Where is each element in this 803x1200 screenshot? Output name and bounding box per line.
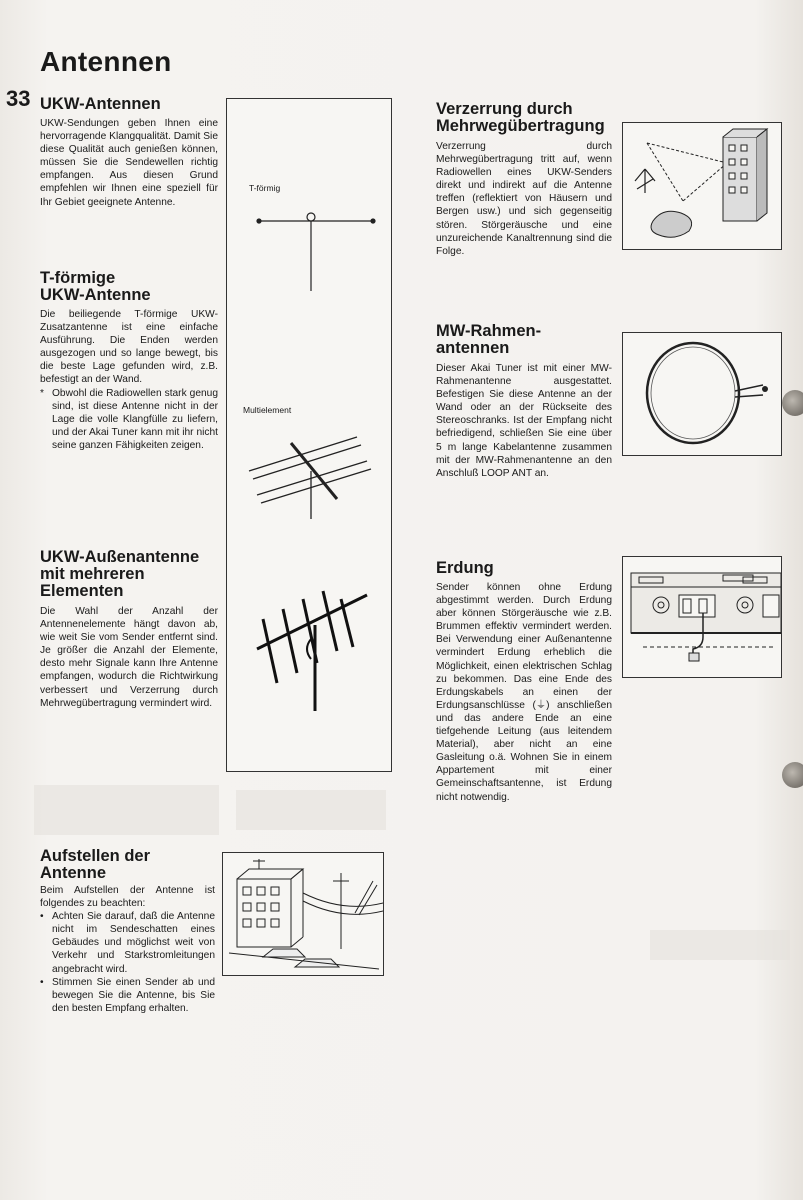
mw-text: Dieser Akai Tuner ist mit einer MW-Rahmenantenne ausgestattet. Befestigen Sie diese Antenne an der Wand oder an der Rückseite des Stereoschranks. Ist der Empfang nicht befriedigend, schließen Sie eine über 5 m lange Kabelantenne zusammen mit der MW-Rahmenantenne an den Anschluß LOOP ANT an. xyxy=(436,363,612,479)
heading-mw-rahmen xyxy=(436,323,541,357)
receiver-icon xyxy=(651,211,692,237)
page-number: 33 xyxy=(6,86,31,111)
page-title: Antennen xyxy=(40,46,172,77)
antenna-illustrations xyxy=(227,99,393,773)
building-antenna-illustration xyxy=(223,853,383,975)
aufstellen-bullet-2: • Stimmen Sie einen Sender ab und bewegen Sie die Antenne, bis Sie den besten Empfang erhalten. xyxy=(40,976,215,1015)
erdung-paragraph xyxy=(436,581,612,804)
heading-line: Verzerrung durch xyxy=(436,100,573,118)
heading-aufstellen xyxy=(40,848,150,882)
multipath-illustration xyxy=(623,123,781,249)
heading-line: T-förmige xyxy=(40,269,116,287)
t-form-label: T-förmig xyxy=(249,183,281,193)
ground-terminal-figure xyxy=(622,556,782,678)
binder-hole xyxy=(782,762,803,788)
show-through xyxy=(236,790,386,830)
heading-line: UKW-Antenne xyxy=(40,286,151,304)
heading-t-foermige xyxy=(40,270,151,304)
ukw-paragraph xyxy=(40,117,218,209)
heading-aussenantenne xyxy=(40,549,199,600)
mw-paragraph xyxy=(436,362,612,480)
show-through xyxy=(34,785,219,835)
aufstellen-figure xyxy=(222,852,384,976)
heading-erdung: Erdung xyxy=(436,559,494,577)
heading-line: MW-Rahmen- xyxy=(436,322,542,340)
building-icon xyxy=(723,129,767,221)
tform-text: Die beiliegende T-förmige UKW-Zusatzantenne ist eine einfache Ausführung. Die Enden werden ausgezogen und so lange bewegt, bis die beste Lage gefunden wird, z.B. befestigt an der Wand. xyxy=(40,309,218,386)
heading-line: Antenne xyxy=(40,864,106,882)
heading-line: Aufstellen der xyxy=(40,847,151,865)
tform-paragraph xyxy=(40,308,218,452)
erdung-text: Sender können ohne Erdung abgestimmt werden. Durch Erdung aber können Störgeräusche wie z.B. Brummen effektiv vermindert werden. Bei Verwendung einer Außenantenne vermindert Erdung erheblich die Möglichkeit, einen elektrischen Schlag zu bekommen. Das eine Ende des Erdungskabels an einen der Erdungsanschlüsse (⏚) anschließen und das andere Ende an eine tiefgehende Leitung (aus leitendem Material), aber nicht an eine Gasleitung o.ä. Wohnen Sie in einem Appartement mit einer Gemeinschaftsantenne, ist Erdung nicht notwendig. xyxy=(436,582,612,803)
multielement-label: Multielement xyxy=(243,405,292,415)
heading-line: Elementen xyxy=(40,582,124,600)
verzerrung-paragraph xyxy=(436,140,612,258)
aufstellen-bullet-1: • Achten Sie darauf, daß die Antenne nicht im Sendeschatten eines Gebäudes und möglichst weit von Verkehr und Starkstromleitungen angebracht wird. xyxy=(40,910,215,975)
antenna-figure-panel xyxy=(226,98,392,772)
loop-antenna-figure xyxy=(622,332,782,456)
cars-icon xyxy=(229,949,379,969)
rear-panel-illustration xyxy=(623,557,781,677)
aufstellen-intro: Beim Aufstellen der Antenne ist folgendes zu beachten: xyxy=(40,885,215,910)
aussen-text: Die Wahl der Anzahl der Antennenelemente hängt davon ab, wie weit Sie vom Sender entfernt sind. Je größer die Anzahl der Elemente, desto mehr Signale kann Ihre Antenne empfangen, wodurch die Richtwirkung verbessert und Verzerrung durch Mehrwegübertragung vermindert wird. xyxy=(40,606,218,709)
show-through xyxy=(650,930,790,960)
multielement-antenna-icon xyxy=(249,437,371,519)
ukw-text: UKW-Sendungen geben Ihnen eine hervorragende Klangqualität. Damit Sie diese Qualität auch genießen können, müssen Sie die Sendewellen richtig empfangen. Aus diesen Grund empfehlen wir Ihnen eine speziell für Ihr Gebiet geeignete Antenne. xyxy=(40,118,218,208)
binder-hole xyxy=(782,390,803,416)
aufstellen-paragraph xyxy=(40,884,215,1015)
loop-antenna-icon xyxy=(623,333,781,455)
antenna-icon xyxy=(635,169,655,193)
building-icon xyxy=(237,859,303,947)
heading-line: Mehrwegübertragung xyxy=(436,117,605,135)
heading-verzerrung xyxy=(436,101,605,135)
verzerrung-text: Verzerrung durch Mehrwegübertragung tritt auf, wenn Radiowellen eines UKW-Senders direkt und indirekt auf die Antenne treffen (reflektiert von Häusern und Bergen usw.) und sich gegenseitig stören. Störgeräusche und eine unzureichende Kanaltrennung sind die Folge. xyxy=(436,141,612,257)
power-line-icon xyxy=(303,873,383,949)
multipath-figure xyxy=(622,122,782,250)
yagi-antenna-icon xyxy=(257,591,367,711)
tform-note: * Obwohl die Radiowellen stark genug sind, ist diese Antenne nicht in der Lage die volle Klangfülle zu liefern, und der Akai Tuner kann mit ihr nicht seine ganzen Fähigkeiten zeigen. xyxy=(40,387,218,452)
t-antenna-icon xyxy=(257,213,375,291)
heading-line: UKW-Außenantenne xyxy=(40,548,200,566)
heading-line: antennen xyxy=(436,339,510,357)
signal-paths xyxy=(647,143,727,201)
aussen-paragraph xyxy=(40,605,218,710)
heading-line: mit mehreren xyxy=(40,565,145,583)
heading-ukw-antennen: UKW-Antennen xyxy=(40,95,161,113)
